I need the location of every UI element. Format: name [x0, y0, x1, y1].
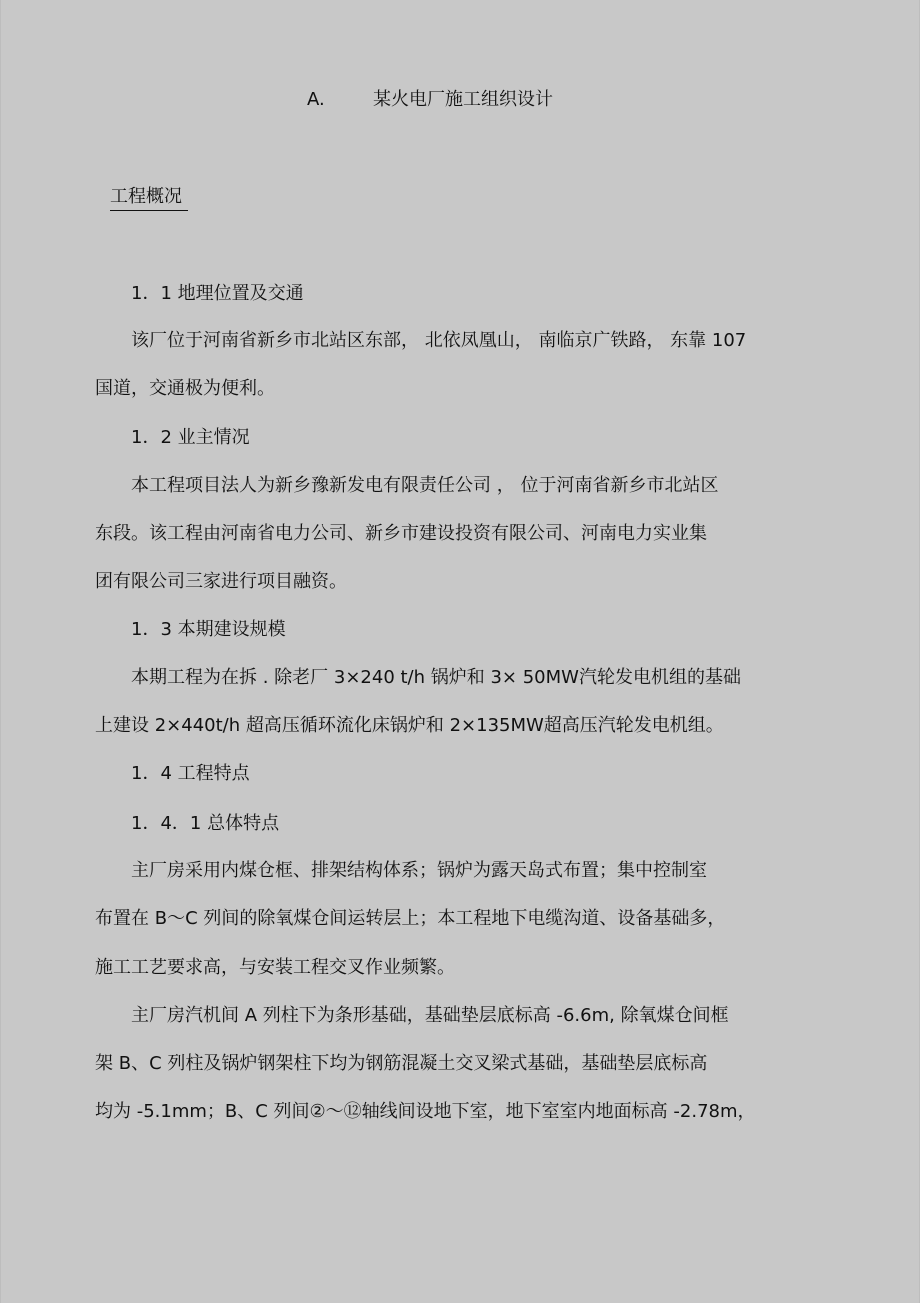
title-number: A.	[307, 89, 325, 110]
paragraph-line: 布置在 B～C 列间的除氧煤仓间运转层上；本工程地下电缆沟道、设备基础多，	[95, 908, 726, 929]
paragraph-line: 主厂房采用内煤仓框、排架结构体系；锅炉为露天岛式布置；集中控制室	[131, 860, 707, 881]
paragraph-line: 施工工艺要求高，与安装工程交叉作业频繁。	[95, 957, 455, 978]
subheading-1-3: 1．3 本期建设规模	[131, 619, 286, 640]
section-heading: 工程概况	[110, 185, 188, 211]
paragraph-line: 本期工程为在拆 . 除老厂 3×240 t/h 锅炉和 3× 50MW汽轮发电机组的基础	[131, 667, 741, 688]
subheading-1-1: 1．1 地理位置及交通	[131, 283, 304, 304]
paragraph-line: 上建设 2×440t/h 超高压循环流化床锅炉和 2×135MW超高压汽轮发电机组。	[95, 715, 724, 736]
paragraph-line: 本工程项目法人为新乡豫新发电有限责任公司 ， 位于河南省新乡市北站区	[131, 475, 719, 496]
subheading-1-4: 1．4 工程特点	[131, 763, 250, 784]
paragraph-line: 架 B、C 列柱及锅炉钢架柱下均为钢筋混凝土交叉梁式基础，基础垫层底标高	[95, 1053, 708, 1074]
paragraph-line: 该厂位于河南省新乡市北站区东部， 北依凤凰山， 南临京广铁路， 东靠 107	[131, 330, 747, 351]
subheading-1-4-1: 1．4．1 总体特点	[131, 813, 280, 834]
paragraph-line: 主厂房汽机间 A 列柱下为条形基础，基础垫层底标高 -6.6m, 除氧煤仓间框	[131, 1005, 729, 1026]
subheading-1-2: 1．2 业主情况	[131, 427, 250, 448]
paragraph-line: 均为 -5.1mm；B、C 列间②～⑫轴线间设地下室，地下室室内地面标高 -2.78m，	[95, 1101, 756, 1122]
paragraph-line: 国道，交通极为便利。	[95, 378, 275, 399]
title-text: 某火电厂施工组织设计	[373, 89, 553, 110]
paragraph-line: 东段。该工程由河南省电力公司、新乡市建设投资有限公司、河南电力实业集	[95, 523, 707, 544]
paragraph-line: 团有限公司三家进行项目融资。	[95, 571, 347, 592]
